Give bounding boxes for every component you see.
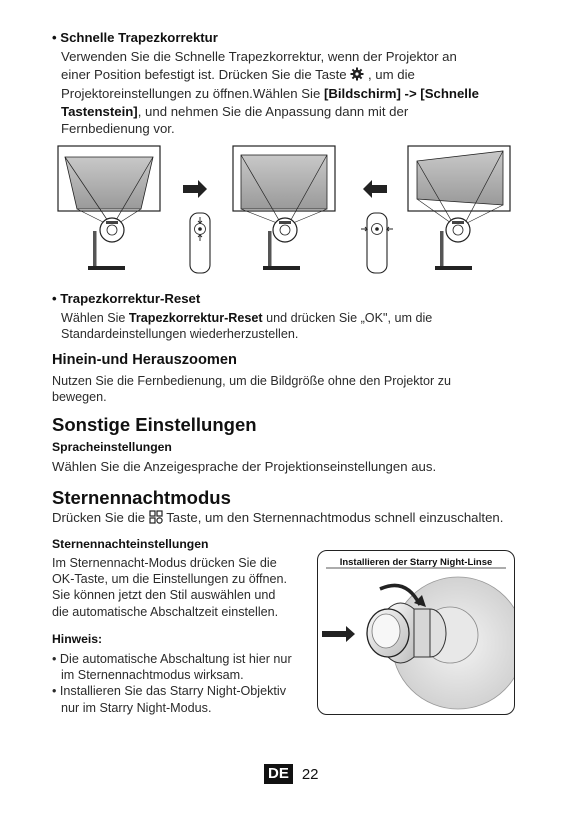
language-subheading: Spracheinstellungen xyxy=(52,440,172,454)
trapez-line-3: Projektoreinstellungen zu öffnen.Wählen Sie [Bildschirm] -> [Schnelle xyxy=(61,86,479,102)
trapez-line-5: Fernbedienung vor. xyxy=(61,121,175,137)
remote-1 xyxy=(190,213,210,273)
starry-settings-line-4: die automatische Abschaltzeit einstellen. xyxy=(52,604,279,619)
bullet: • xyxy=(52,684,60,699)
note-heading: Hinweis: xyxy=(52,632,103,646)
reset-line-2: Standardeinstellungen wiederherzustellen. xyxy=(61,327,299,342)
starry-lens-title: Installieren der Starry Night-Linse xyxy=(339,557,493,568)
starry-settings-line-1: Im Sternennacht-Modus drücken Sie die xyxy=(52,556,277,570)
arrow-right-icon xyxy=(322,626,355,642)
starry-lens-figure xyxy=(317,550,515,715)
note-item-1-cont: im Sternennachtmodus wirksam. xyxy=(61,668,244,683)
keystone-illustration xyxy=(55,143,515,283)
trapez-line-2: einer Position befestigt ist. Drücken Sie die Taste , um die xyxy=(61,66,531,86)
zoom-heading: Hinein-und Herauszoomen xyxy=(52,352,237,368)
bullet: • xyxy=(52,30,61,45)
arrow-left-icon xyxy=(363,180,387,198)
trapez-body xyxy=(61,48,531,138)
page-number: 22 xyxy=(301,765,319,783)
zoom-body xyxy=(52,373,532,405)
panel-corrected xyxy=(233,146,335,270)
trapez-line-4: Tastenstein], und nehmen Sie die Anpassung dann mit der xyxy=(61,103,409,119)
starry-heading: Sternennachtmodus xyxy=(52,487,231,508)
other-heading: Sonstige Einstellungen xyxy=(52,414,257,435)
panel-skewed xyxy=(408,146,510,270)
reset-body xyxy=(61,310,531,342)
language-body: Wählen Sie die Anzeigesprache der Projektionseinstellungen aus. xyxy=(52,459,437,474)
lens-illustration xyxy=(318,551,514,714)
starry-intro: Drücken Sie die Taste, um den Sternennachtmodus schnell einzuschalten. xyxy=(52,509,503,529)
zoom-line-2: bewegen. xyxy=(52,390,107,405)
zoom-line-1: Nutzen Sie die Fernbedienung, um die Bildgröße ohne den Projektor zu xyxy=(52,374,452,388)
gear-icon xyxy=(350,67,364,86)
note-body xyxy=(52,651,317,716)
note-item-2-cont: nur im Starry Night-Modus. xyxy=(61,700,212,715)
panel-before xyxy=(58,146,160,270)
note-item-1: • Die automatische Abschaltung ist hier nur xyxy=(52,652,292,666)
trapez-heading: • Schnelle Trapezkorrektur xyxy=(52,30,218,45)
starry-settings-heading: Sternennachteinstellungen xyxy=(52,537,209,551)
reset-line-1: Wählen Sie Trapezkorrektur-Reset und drücken Sie „OK", um die xyxy=(61,311,433,325)
language-badge: DE xyxy=(264,764,293,784)
starry-settings-line-3: Sie können jetzt den Stil auswählen und xyxy=(52,588,276,603)
trapez-line-1: Verwenden Sie die Schnelle Trapezkorrektur, wenn der Projektor an xyxy=(61,49,457,64)
bullet: • xyxy=(52,652,60,666)
grid-icon xyxy=(149,510,163,529)
starry-settings-body xyxy=(52,555,312,620)
note-item-2: • Installieren Sie das Starry Night-Objektiv xyxy=(52,684,287,699)
bullet: • xyxy=(52,291,61,306)
arrow-right-icon xyxy=(183,180,207,198)
reset-heading: • Trapezkorrektur-Reset xyxy=(52,291,201,306)
page-footer xyxy=(264,764,319,784)
remote-2 xyxy=(361,213,393,273)
starry-settings-line-2: OK-Taste, um die Einstellungen zu öffnen. xyxy=(52,572,287,587)
